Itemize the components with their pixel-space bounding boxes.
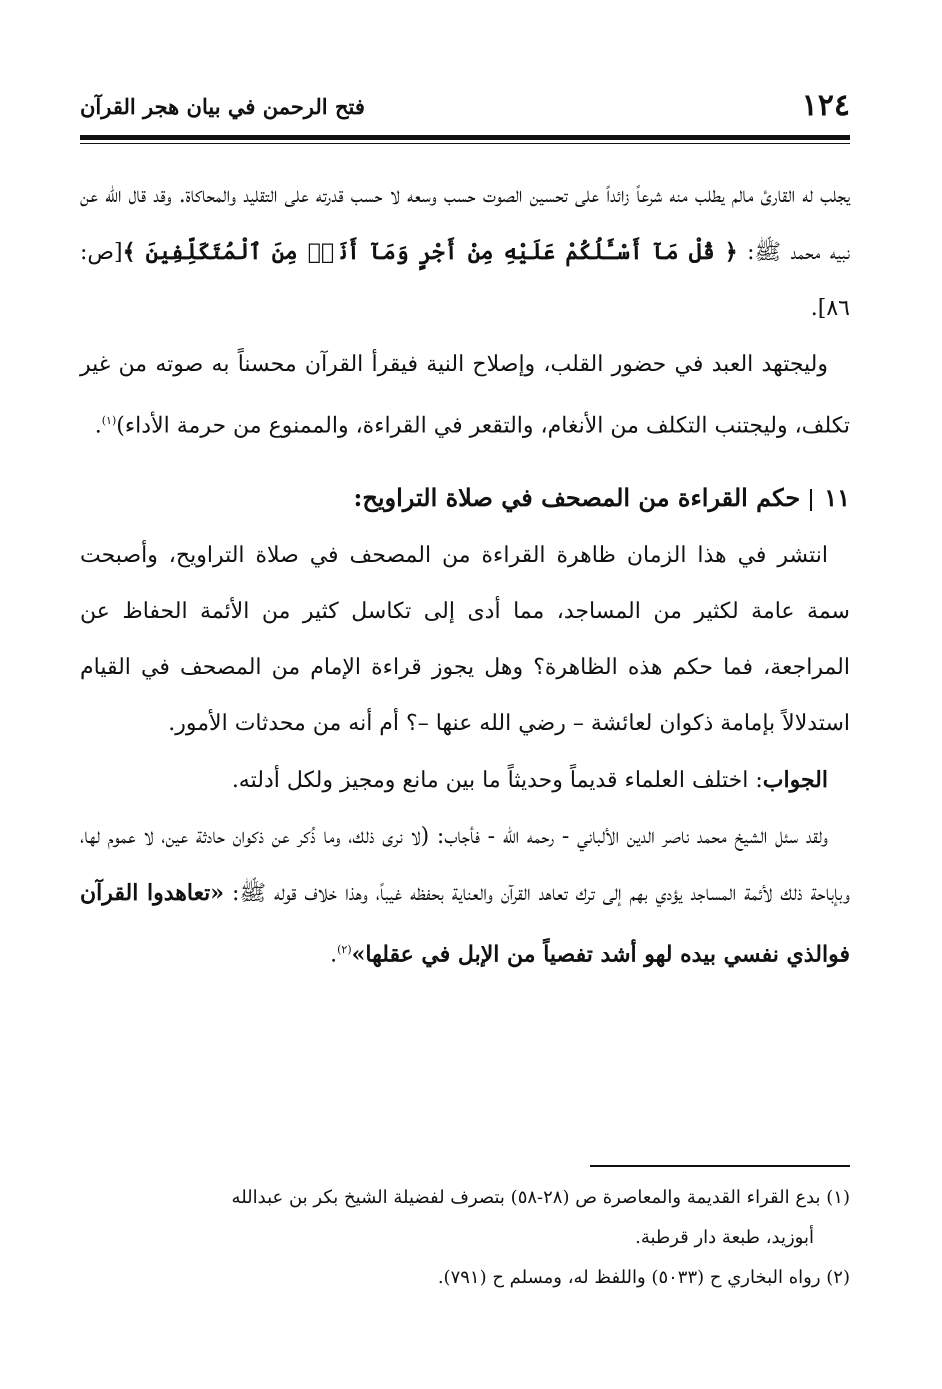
section-title: حكم القراءة من المصحف في صلاة التراويح: <box>353 483 801 513</box>
paragraph-end: . <box>94 413 102 439</box>
header-rule-thick <box>80 135 850 140</box>
verse-reference: [ص: ٨٦]. <box>80 240 850 321</box>
paragraph-intro <box>80 168 850 337</box>
page-header <box>80 88 850 128</box>
section-divider <box>810 489 812 511</box>
footnote-2: (٢) رواه البخاري ح (٥٠٣٣) واللفظ له، ومسلم ح (٧٩١). <box>437 1267 850 1288</box>
footnote-ref-2: (٢) <box>337 943 352 957</box>
paragraph-question: انتشر في هذا الزمان ظاهرة القراءة من المصحف في صلاة التراويح، وأصبحت سمة عامة لكثير من المساجد، مما أدى إلى تكاسل كثير من الأئمة الحفاظ عن المراجعة، فما حكم هذه الظاهرة؟ وهل يجوز قراءة الإمام من المصحف في القيام استدلالاً بإمامة ذكوان لعائشة – رضي الله عنها –؟ أم أنه من محدثات الأمور. <box>80 543 850 737</box>
section-number: ١١ <box>824 483 850 513</box>
answer-label: الجواب <box>762 767 828 794</box>
footnote-separator <box>590 1165 850 1167</box>
page-body <box>80 168 850 984</box>
quran-verse: ﴿ قُلْ مَآ أَسْـَٔلُكُمْ عَلَيْهِ مِنْ أَجْرٍ وَمَآ أَنَا۠ مِنَ ٱلْمُتَكَلِّفِينَ ﴾ <box>122 239 738 265</box>
header-rule-thin <box>80 143 850 144</box>
running-title: فتح الرحمن في بيان هجر القرآن <box>80 94 365 119</box>
footnote-1-line-2: أبوزيد، طبعة دار قرطبة. <box>635 1227 814 1248</box>
hadith-quote: «تعاهدوا القرآن فوالذي نفسي بيده لهو أشد تفصياً من الإبل في عقلها» <box>80 880 850 968</box>
footnotes <box>80 1178 850 1298</box>
paragraph-answer <box>80 752 850 809</box>
answer-text: : اختلف العلماء قديماً وحديثاً ما بين مانع ومجيز ولكل أدلته. <box>231 768 763 794</box>
paragraph-effort <box>80 337 850 454</box>
footnote-1 <box>80 1178 850 1258</box>
page-number: ١٢٤ <box>801 88 850 123</box>
paragraph-end: . <box>330 942 338 968</box>
paragraph-text: وليجتهد العبد في حضور القلب، وإصلاح النية فيقرأ القرآن محسناً به صوته من غير تكلف، وليجتنب التكلف من الأنغام، والتقعر في القراءة، والممنوع من حرمة الأداء) <box>80 352 850 439</box>
paragraph-text: ولقد سئل الشيخ محمد ناصر الدين الألباني - رحمه الله - فأجاب: (لا نرى ذلك، وما ذُكر عن ذكوان حادثة عين، لا عموم لها، وبإباحة ذلك لأئمة المساجد يؤدي بهم إلى ترك تعاهد القرآن والعناية بحفظه غيباً، وهذا خلاف قوله ﷺ: <box>80 824 850 907</box>
section-heading <box>80 468 850 528</box>
paragraph-albani <box>80 809 850 983</box>
paragraph-text: يجلب له القارئ مالم يطلب منه شرعاً زائداً على تحسين الصوت حسب وسعه لا حسب قدرته على التقليد والمحاكاة. وقد قال الله عن نبيه محمد ﷺ: <box>80 183 851 265</box>
footnote-1-line-1: (١) بدع القراء القديمة والمعاصرة ص (٢٨-٥٨) بتصرف لفضيلة الشيخ بكر بن عبدالله <box>231 1187 850 1208</box>
footnote-ref-1: (١) <box>101 414 117 427</box>
